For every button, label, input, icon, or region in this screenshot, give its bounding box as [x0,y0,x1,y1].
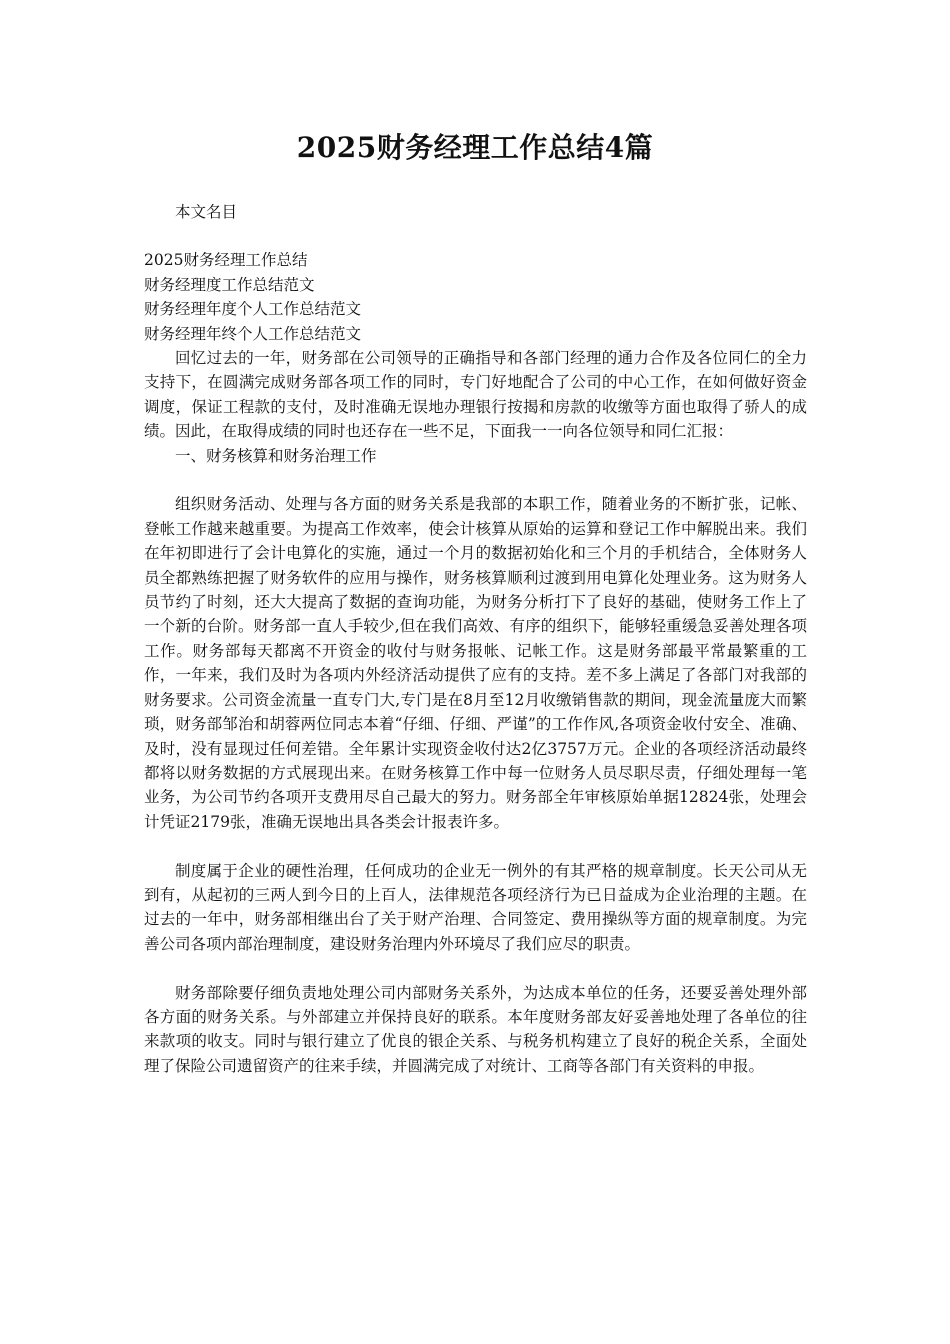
body-paragraph: 财务部除要仔细负责地处理公司内部财务关系外，为达成本单位的任务，还要妥善处理外部各方面的财务关系。与外部建立并保持良好的联系。本年度财务部友好妥善地处理了各单位的往来款项的收支。同时与银行建立了优良的银企关系、与税务机构建立了良好的税企关系，全面处理了保险公司遗留资产的往来手续，并圆满完成了对统计、工商等各部门有关资料的申报。 [144,983,807,1075]
body-paragraph: 制度属于企业的硬性治理，任何成功的企业无一例外的有其严格的规章制度。长天公司从无到有，从起初的三两人到今日的上百人，法律规范各项经济行为已日益成为企业治理的主题。在过去的一年中，财务部相继出台了关于财产治理、合同签定、费用操纵等方面的规章制度。为完善公司各项内部治理制度，建设财务治理内外环境尽了我们应尽的职责。 [144,861,807,953]
body-paragraph: 组织财务活动、处理与各方面的财务关系是我部的本职工作，随着业务的不断扩张，记帐、登帐工作越来越重要。为提高工作效率，使会计核算从原始的运算和登记工作中解脱出来。我们在年初即进行了会计电算化的实施，通过一个月的数据初始化和三个月的手机结合，全体财务人员全都熟练把握了财务软件的应用与操作，财务核算顺利过渡到用电算化处理业务。这为财务人员节约了时刻，还大大提高了数据的查询功能，为财务分析打下了良好的基础，使财务工作上了一个新的台阶。财务部一直人手较少,但在我们高效、有序的组织下，能够轻重缓急妥善处理各项工作。财务部每天都离不开资金的收付与财务报帐、记帐工作。这是财务部最平常最繁重的工作，一年来，我们及时为各项内外经济活动提供了应有的支持。差不多上满足了各部门对我部的财务要求。公司资金流量一直专门大,专门是在8月至12月收缴销售款的期间，现金流量庞大而繁琐，财务部邹治和胡蓉两位同志本着“仔细、仔细、严谨”的工作作风,各项资金收付安全、准确、及时，没有显现过任何差错。全年累计实现资金收付达2亿3757万元。企业的各项经济活动最终都将以财务数据的方式展现出来。在财务核算工作中每一位财务人员尽职尽责，仔细处理每一笔业务，为公司节约各项开支费用尽自己最大的努力。财务部全年审核原始单据12824张，处理会计凭证2179张，准确无误地出具各类会计报表许多。 [144,495,807,831]
toc-item: 2025财务经理工作总结 [144,251,308,270]
table-of-contents [144,248,807,346]
section-heading: 一、财务核算和财务治理工作 [175,446,377,465]
toc-item: 财务经理度工作总结范文 [144,275,315,294]
document-title: 2025财务经理工作总结4篇 [296,131,654,164]
toc-item: 财务经理年终个人工作总结范文 [144,324,362,343]
toc-item: 财务经理年度个人工作总结范文 [144,300,362,319]
toc-heading: 本文名目 [175,203,238,221]
intro-paragraph: 回忆过去的一年，财务部在公司领导的正确指导和各部门经理的通力合作及各位同仁的全力支持下，在圆满完成财务部各项工作的同时，专门好地配合了公司的中心工作，在如何做好资金调度，保证工程款的支付，及时准确无误地办理银行按揭和房款的收缴等方面也取得了骄人的成绩。因此，在取得成绩的同时也还存在一些不足，下面我一一向各位领导和同仁汇报： [144,349,807,441]
document-body [144,200,807,1078]
